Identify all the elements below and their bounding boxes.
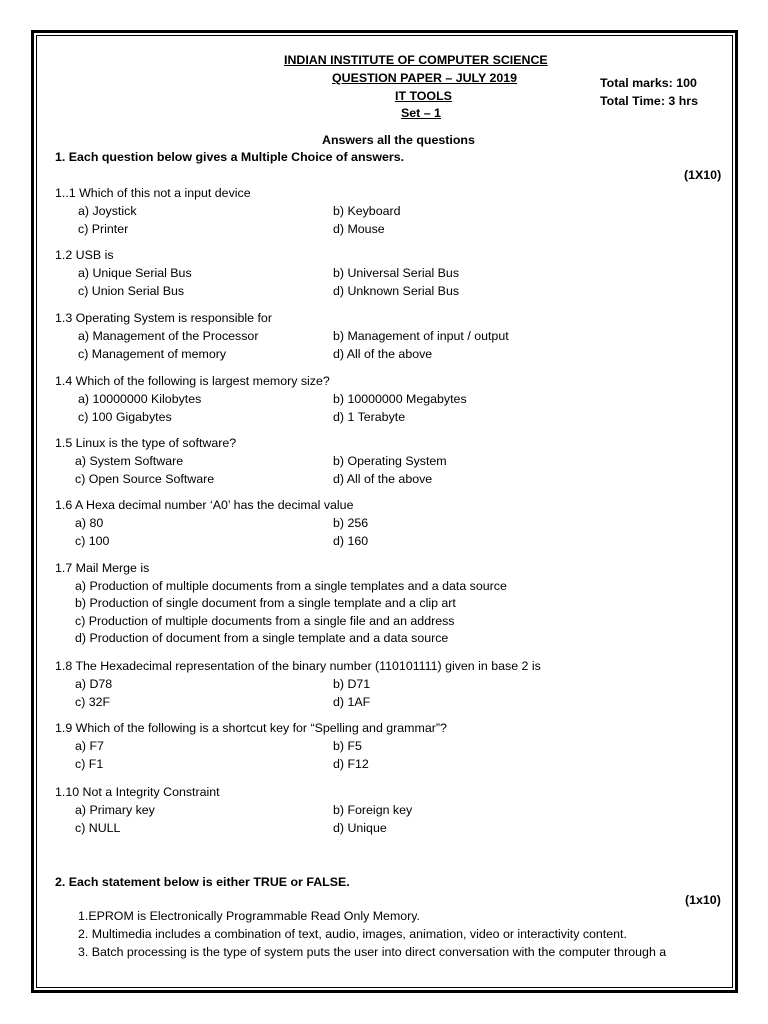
section2-heading: 2. Each statement below is either TRUE or FALSE.: [55, 875, 350, 889]
section2-marks: (1x10): [685, 893, 721, 907]
question-text: 1.6 A Hexa decimal number ‘A0’ has the decimal value: [55, 498, 354, 512]
option-a: a) F7: [75, 739, 104, 753]
option-b: b) Keyboard: [333, 204, 401, 218]
option-c: c) F1: [75, 757, 104, 771]
option-b: b) Management of input / output: [333, 329, 509, 343]
option-a: a) Primary key: [75, 803, 155, 817]
option-a: a) 80: [75, 516, 104, 530]
question-text: 1.4 Which of the following is largest memory size?: [55, 374, 330, 388]
option-d: d) Mouse: [333, 222, 385, 236]
option-a: a) 10000000 Kilobytes: [78, 392, 202, 406]
option-d: d) 160: [333, 534, 369, 548]
paper-title: QUESTION PAPER – JULY 2019: [332, 71, 518, 85]
question-text: 1.10 Not a Integrity Constraint: [55, 785, 220, 799]
option-c: c) NULL: [75, 821, 121, 835]
option-b: b) 256: [333, 516, 369, 530]
total-marks: Total marks: 100: [600, 76, 697, 90]
option-b: b) Foreign key: [333, 803, 413, 817]
question-text: 1.8 The Hexadecimal representation of the binary number (110101111) given in base 2 is: [55, 659, 541, 673]
total-time: Total Time: 3 hrs: [600, 94, 698, 108]
option-b: b) D71: [333, 677, 371, 691]
option-a: a) Management of the Processor: [78, 329, 259, 343]
question-text: 1.5 Linux is the type of software?: [55, 436, 237, 450]
section1-marks: (1X10): [684, 168, 722, 182]
option-d: d) Production of document from a single template and a data source: [75, 631, 449, 645]
option-d: d) Unique: [333, 821, 387, 835]
question-text: 1..1 Which of this not a input device: [55, 186, 251, 200]
option-b: b) Operating System: [333, 454, 447, 468]
option-d: d) All of the above: [333, 472, 433, 486]
option-b: b) Production of single document from a single template and a clip art: [75, 596, 456, 610]
option-c: c) Management of memory: [78, 347, 227, 361]
statement-2: 2. Multimedia includes a combination of text, audio, images, animation, video or interactivity content.: [78, 927, 627, 941]
option-b: b) Universal Serial Bus: [333, 266, 460, 280]
question-text: 1.9 Which of the following is a shortcut key for “Spelling and grammar”?: [55, 721, 447, 735]
option-b: b) 10000000 Megabytes: [333, 392, 467, 406]
instruction: Answers all the questions: [322, 133, 475, 147]
option-a: a) Joystick: [78, 204, 137, 218]
option-c: c) Production of multiple documents from a single file and an address: [75, 614, 455, 628]
section1-heading: 1. Each question below gives a Multiple Choice of answers.: [55, 150, 405, 164]
option-c: c) 100 Gigabytes: [78, 410, 172, 424]
subject-title: IT TOOLS: [395, 89, 452, 103]
option-c: c) 100: [75, 534, 110, 548]
option-d: d) 1 Terabyte: [333, 410, 406, 424]
option-c: c) Printer: [78, 222, 129, 236]
question-text: 1.7 Mail Merge is: [55, 561, 150, 575]
option-a: a) D78: [75, 677, 113, 691]
option-b: b) F5: [333, 739, 362, 753]
option-c: c) Union Serial Bus: [78, 284, 185, 298]
option-d: d) Unknown Serial Bus: [333, 284, 460, 298]
institute-title: INDIAN INSTITUTE OF COMPUTER SCIENCE: [284, 53, 548, 67]
question-text: 1.3 Operating System is responsible for: [55, 311, 272, 325]
option-d: d) 1AF: [333, 695, 371, 709]
option-c: c) Open Source Software: [75, 472, 215, 486]
statement-3: 3. Batch processing is the type of system puts the user into direct conversation with the computer through a: [78, 945, 667, 959]
statement-1: 1.EPROM is Electronically Programmable Read Only Memory.: [78, 909, 420, 923]
option-d: d) All of the above: [333, 347, 433, 361]
question-text: 1.2 USB is: [55, 248, 114, 262]
option-a: a) Production of multiple documents from a single templates and a data source: [75, 579, 507, 593]
option-d: d) F12: [333, 757, 369, 771]
option-a: a) Unique Serial Bus: [78, 266, 192, 280]
option-c: c) 32F: [75, 695, 111, 709]
set-title: Set – 1: [401, 106, 441, 120]
option-a: a) System Software: [75, 454, 184, 468]
